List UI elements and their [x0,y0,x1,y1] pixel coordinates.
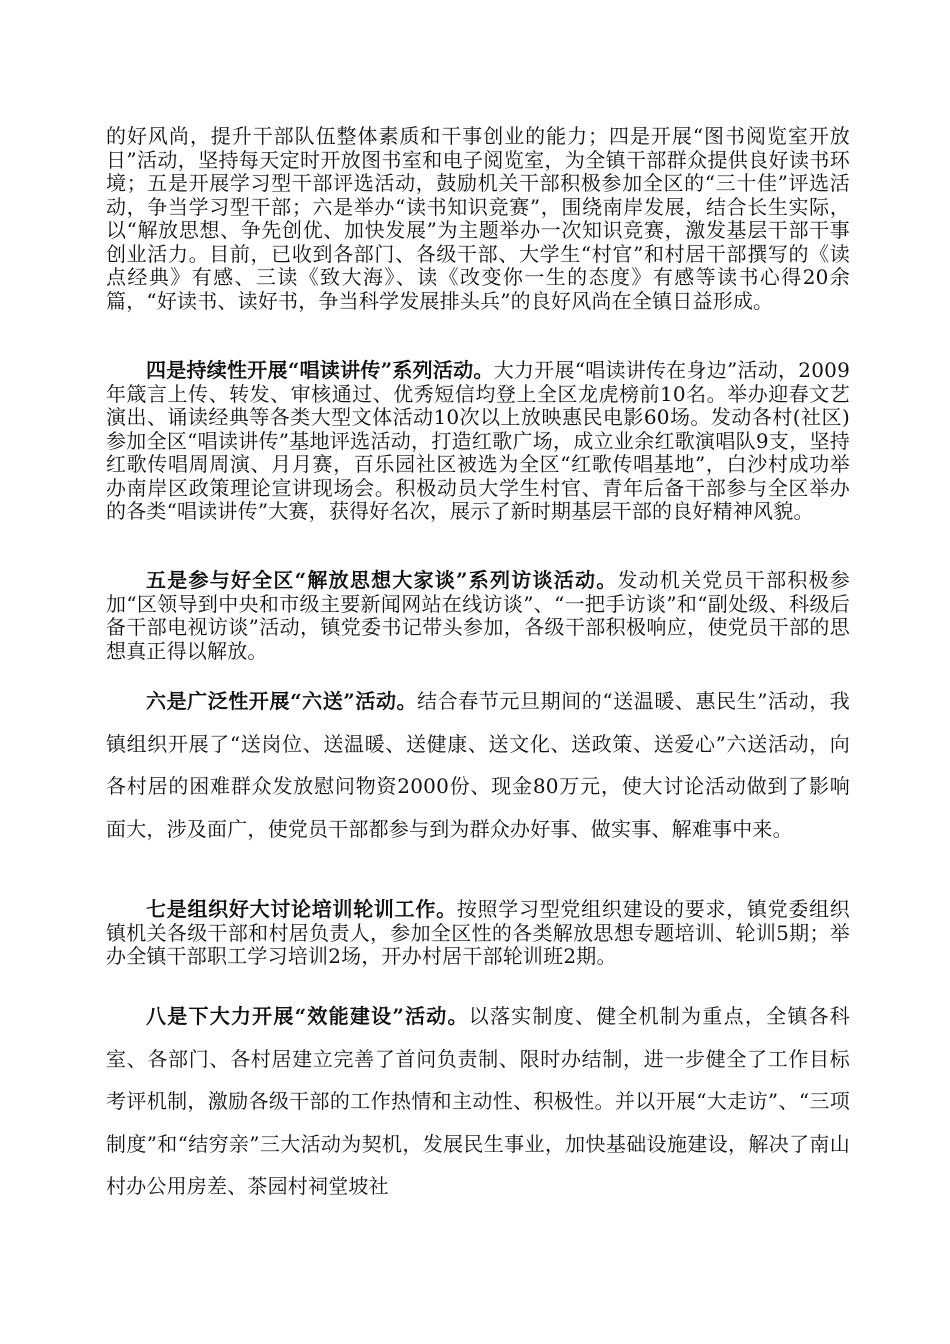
paragraph-point-seven [106,898,850,969]
paragraph-point-six [106,680,850,850]
paragraph-text: 结合春节元旦期间的“送温暖、惠民生”活动，我镇组织开展了“送岗位、送温暖、送健康、送文化、送政策、送爱心”六送活动，向各村居的困难群众发放慰问物资2000份、现金80万元，使大讨论活动做到了影响面大，涉及面广，使党员干部都参与到为群众办好事、做实事、解难事中来。 [106,689,850,841]
paragraph-heading: 七是组织好大讨论培训轮训工作。 [146,897,457,921]
paragraph-heading: 四是持续性开展“唱读讲传”系列活动。 [146,358,494,382]
paragraph-text: 以落实制度、健全机制为重点，全镇各科室、各部门、各村居建立完善了首问负责制、限时办结制，进一步健全了工作目标考评机制，激励各级干部的工作热情和主动性、积极性。并以开展“大走访”、“三项制度”和“结穷亲”三大活动为契机，发展民生事业，加快基础设施建设，解决了南山村办公用房差、茶园村祠堂坡社 [106,1004,850,1198]
paragraph-point-four [106,359,850,524]
paragraph-text: 的好风尚，提升干部队伍整体素质和干事创业的能力；四是开展“图书阅览室开放日”活动，坚持每天定时开放图书室和电子阅览室，为全镇干部群众提供良好读书环境；五是开展学习型干部评选活动，鼓励机关干部积极参加全区的“三十佳”评选活动，争当学习型干部；六是举办“读书知识竞赛”，围绕南岸发展，结合长生实际，以“解放思想、争先创优、加快发展”为主题举办一次知识竞赛，激发基层干部干事创业活力。目前，已收到各部门、各级干部、大学生“村官”和村居干部撰写的《读点经典》有感、三读《致大海》、读《改变你一生的态度》有感等读书心得20余篇，“好读书、读好书，争当科学发展排头兵”的良好风尚在全镇日益形成。 [106,124,850,313]
paragraph-heading: 五是参与好全区“解放思想大家谈”系列访谈活动。 [146,568,618,592]
paragraph-text: 大力开展“唱读讲传在身边”活动，2009年箴言上传、转发、审核通过、优秀短信均登上全区龙虎榜前10名。举办迎春文艺演出、诵读经典等各类大型文体活动10次以上放映惠民电影60场。发动各村(社区)参加全区“唱读讲传”基地评选活动，打造红歌广场，成立业余红歌演唱队9支，坚持红歌传唱周周演、月月赛，百乐园社区被选为全区“红歌传唱基地”，白沙村成功举办南岸区政策理论宣讲现场会。积极动员大学生村官、青年后备干部参与全区举办的各类“唱读讲传”大赛，获得好名次，展示了新时期基层干部的良好精神风貌。 [106,358,850,523]
paragraph-heading: 八是下大力开展“效能建设”活动。 [146,1004,469,1028]
paragraph-reading-activities [106,125,850,313]
paragraph-heading: 六是广泛性开展“六送”活动。 [146,689,418,713]
paragraph-point-eight [106,995,850,1208]
paragraph-point-five [106,569,850,663]
paragraph-text: 发动机关党员干部积极参加“区领导到中央和市级主要新闻网站在线访谈”、“一把手访谈”和“副处级、科级后备干部电视访谈”活动，镇党委书记带头参加，各级干部积极响应，使党员干部的思想真正得以解放。 [106,568,850,663]
paragraph-text: 按照学习型党组织建设的要求，镇党委组织镇机关各级干部和村居负责人，参加全区性的各类解放思想专题培训、轮训5期；举办全镇干部职工学习培训2场，开办村居干部轮训班2期。 [106,897,850,968]
